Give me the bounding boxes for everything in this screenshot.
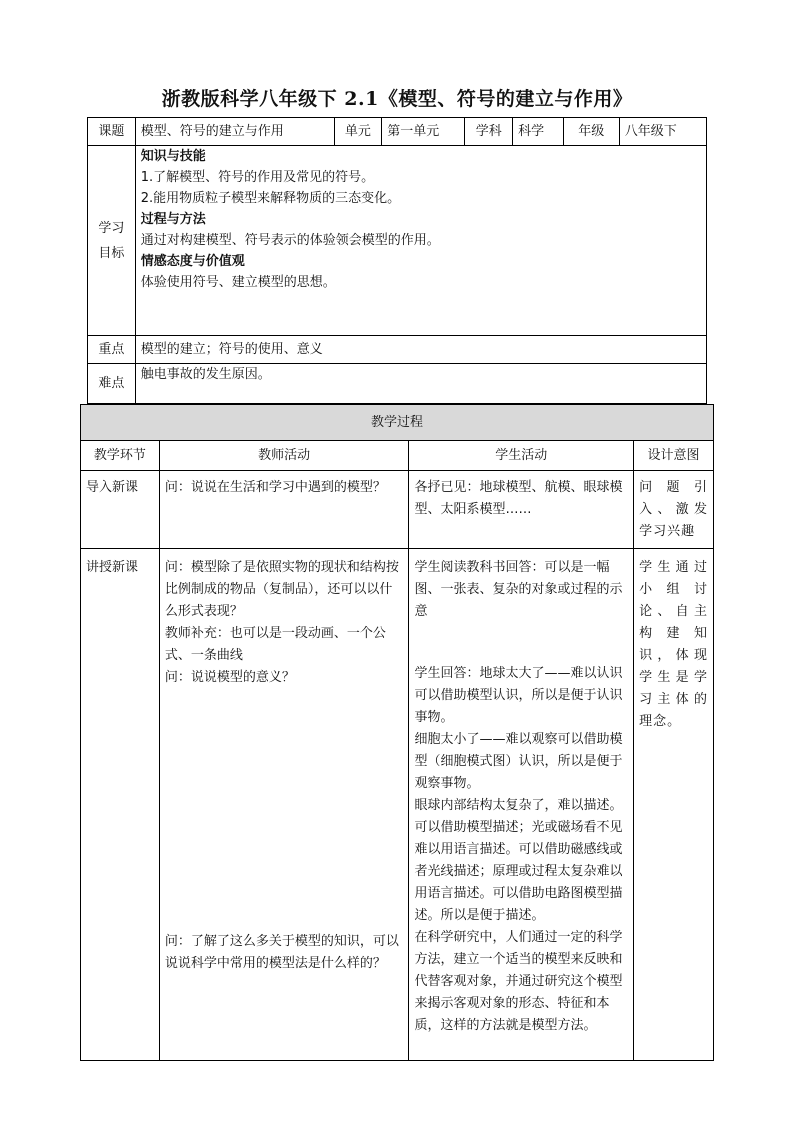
objectives-label-line1: 学习	[98, 220, 125, 236]
column-header-stage: 教学环节	[81, 441, 160, 471]
topic-label: 课题	[88, 118, 136, 146]
key-point-label: 重点	[88, 336, 136, 364]
student-answer: 在科学研究中，人们通过一定的科学方法，建立一个适当的模型来反映和代替客观对象，并通过研究这个模型来揭示客观对象的形态、特征和本质，这样的方法就是模型方法。	[414, 930, 623, 1033]
teacher-supplement: 教师补充：也可以是一段动画、一个公式、一条曲线	[164, 626, 386, 663]
objectives-label-line2: 目标	[98, 245, 125, 261]
column-header-teacher: 教师活动	[159, 441, 409, 471]
column-header-student: 学生活动	[409, 441, 634, 471]
stage-cell: 导入新课	[81, 471, 160, 549]
key-point-value: 模型的建立；符号的使用、意义	[135, 336, 706, 364]
teacher-activity-cell	[159, 549, 409, 1061]
table-row	[81, 549, 714, 1061]
difficulty-value: 触电事故的发生原因。	[135, 364, 706, 404]
stage-cell: 讲授新课	[81, 549, 160, 1061]
objective-item: 2.能用物质粒子模型来解释物质的三态变化。	[140, 191, 401, 206]
objective-item: 1.了解模型、符号的作用及常见的符号。	[140, 170, 375, 185]
teacher-question: 问：了解了这么多关于模型的知识，可以说说科学中常用的模型法是什么样的？	[164, 934, 399, 971]
unit-value: 第一单元	[382, 118, 465, 146]
teacher-question: 问：说说模型的意义？	[164, 670, 295, 685]
lesson-info-table	[87, 117, 707, 404]
student-answer: 眼球内部结构太复杂了，难以描述。可以借助模型描述；光或磁场看不见难以用语言描述。可以借助磁感线或者光线描述；原理或过程太复杂难以用语言描述。可以借助电路图模型描述。所以是便于描述。	[414, 798, 623, 923]
subject-value: 科学	[513, 118, 564, 146]
grade-label: 年级	[563, 118, 619, 146]
grade-value: 八年级下	[619, 118, 706, 146]
objectives-content	[135, 146, 706, 336]
column-header-intent: 设计意图	[634, 441, 714, 471]
student-activity-cell: 各抒已见：地球模型、航模、眼球模型、太阳系模型……	[409, 471, 634, 549]
objective-heading-attitude: 情感态度与价值观	[140, 254, 245, 269]
subject-label: 学科	[465, 118, 513, 146]
difficulty-label: 难点	[88, 364, 136, 404]
objective-heading-knowledge: 知识与技能	[140, 149, 206, 164]
student-answer: 学生阅读教科书回答：可以是一幅图、一张表、复杂的对象或过程的示意	[414, 560, 623, 619]
objectives-label	[88, 146, 136, 336]
student-answer: 细胞太小了——难以观察可以借助模型（细胞模式图）认识，所以是便于观察事物。	[414, 732, 623, 791]
objective-item: 体验使用符号、建立模型的思想。	[140, 275, 336, 290]
objective-item: 通过对构建模型、符号表示的体验领会模型的作用。	[140, 233, 440, 248]
topic-value: 模型、符号的建立与作用	[135, 118, 334, 146]
student-activity-cell	[409, 549, 634, 1061]
unit-label: 单元	[334, 118, 382, 146]
design-intent-cell: 学生通过小组讨论、自主构建知识，体现学生是学习主体的理念。	[634, 549, 714, 1061]
design-intent-cell: 问题引入、激发学习兴趣	[634, 471, 714, 549]
objective-heading-process: 过程与方法	[140, 212, 206, 227]
teaching-process-table	[80, 404, 714, 1061]
table-row	[81, 471, 714, 549]
student-answer: 学生回答：地球太大了——难以认识可以借助模型认识，所以是便于认识事物。	[414, 666, 623, 725]
process-header: 教学过程	[81, 405, 714, 441]
document-title: 浙教版科学八年级下 2.1《模型、符号的建立与作用》	[161, 88, 633, 110]
teacher-activity-cell: 问：说说在生活和学习中遇到的模型？	[159, 471, 409, 549]
teacher-question: 问：模型除了是依照实物的现状和结构按比例制成的物品（复制品），还可以以什么形式表现？	[164, 560, 399, 619]
